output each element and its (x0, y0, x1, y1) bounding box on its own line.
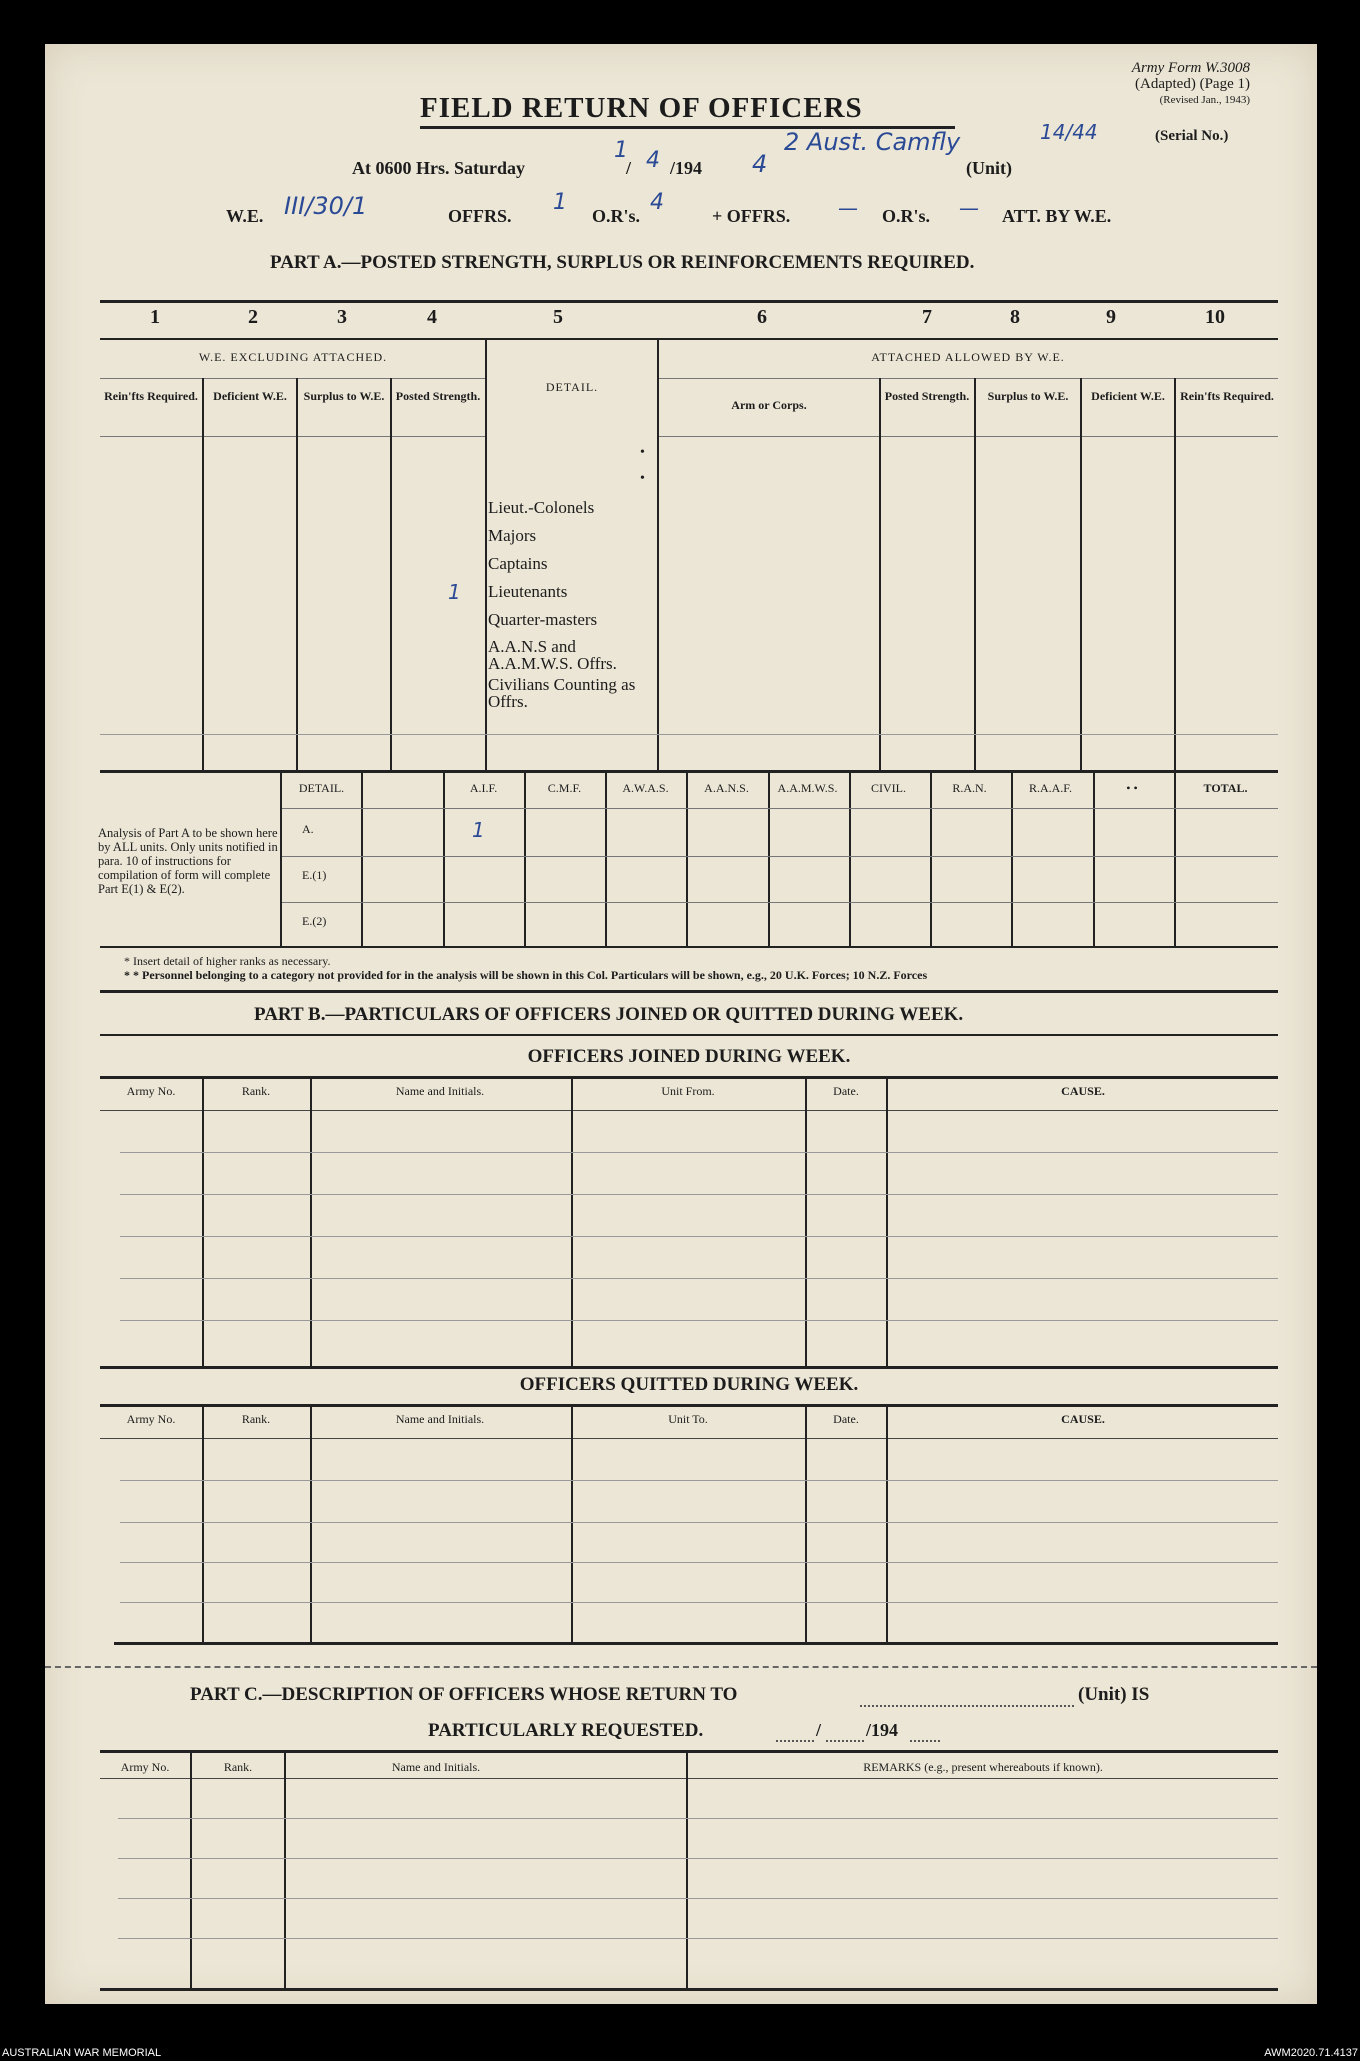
ors-label: O.R's. (592, 206, 641, 226)
col-divider (190, 1752, 192, 1988)
date-field[interactable]: 1 / 4 /194 (614, 138, 703, 178)
rule (100, 946, 1278, 948)
col-divider (202, 1406, 204, 1642)
col-divider (361, 772, 363, 946)
time-day-label: At 0600 Hrs. Saturday (352, 158, 526, 178)
unit-value: 2 Aust. Camfly (784, 128, 961, 156)
analysis-row-e2: E.(2) (302, 914, 327, 928)
rule (658, 436, 1278, 437)
col-number: 8 (1010, 306, 1020, 328)
rule (100, 1110, 1278, 1111)
col-divider (310, 1406, 312, 1642)
rule (282, 808, 1278, 809)
unit-label: (Unit) (966, 158, 1012, 178)
col-number: 6 (757, 306, 767, 328)
rule (100, 1366, 1278, 1369)
col-divider (390, 378, 392, 770)
col-divider (686, 1752, 688, 1988)
footnote-1: * Insert detail of higher ranks as necessary. (124, 954, 331, 968)
col-divider (805, 1406, 807, 1642)
we-field[interactable] (284, 192, 424, 224)
analysis-col-aif: A.I.F. (469, 781, 498, 795)
row-rule (120, 1278, 1278, 1279)
form-reference (1050, 60, 1250, 108)
analysis-col-civil: CIVIL. (871, 781, 906, 795)
rank-captains: Captains (488, 554, 548, 573)
analysis-row-e1: E.(1) (302, 868, 327, 882)
rule (658, 378, 1278, 379)
group-right-header: ATTACHED ALLOWED BY W.E. (871, 350, 1065, 364)
joined-col-date: Date. (833, 1084, 859, 1098)
serial-label: (Serial No.) (1155, 128, 1229, 144)
col-header-surplus-att: Surplus to W.E. (987, 389, 1069, 403)
col-divider (879, 378, 881, 770)
row-rule (120, 1480, 1278, 1481)
quitted-col-unit: Unit To. (668, 1412, 708, 1426)
col-divider (1174, 378, 1176, 770)
col-header-posted: Posted Strength. (395, 389, 481, 403)
col-divider (443, 772, 445, 946)
analysis-row-a: A. (302, 822, 314, 836)
col-divider (805, 1078, 807, 1366)
part-c-col-rank: Rank. (223, 1760, 253, 1774)
serial-value: 14/44 (1040, 120, 1098, 144)
quitted-title: OFFICERS QUITTED DURING WEEK. (519, 1374, 859, 1395)
row-rule (118, 1898, 1278, 1899)
perforation-line (45, 1666, 1317, 1668)
col-divider (974, 378, 976, 770)
col-header-reinfts: Rein'fts Required. (104, 389, 198, 403)
ors-field[interactable] (650, 190, 710, 222)
form-ref-line3: (Revised Jan., 1943) (1159, 94, 1250, 106)
analysis-col-raaf: R.A.A.F. (1028, 781, 1073, 795)
rank-list (488, 498, 656, 710)
date-day: 1 (614, 138, 628, 163)
col-number: 9 (1106, 306, 1116, 328)
rule (282, 902, 1278, 903)
date-year-prefix: /194 (670, 158, 703, 178)
rule (114, 1642, 1278, 1645)
footnote-2: * * Personnel belonging to a category not provided for in the analysis will be shown in this Col. Particulars will be shown, e.g., 20 U.K. Forces; 10 N.Z. Forces (124, 968, 928, 982)
detail-header: DETAIL. (545, 380, 599, 394)
group-left-header: W.E. EXCLUDING ATTACHED. (198, 350, 388, 364)
col-header-surplus: Surplus to W.E. (303, 389, 385, 403)
part-c-col-army-no: Army No. (120, 1760, 170, 1774)
rank-aans-aamws: A.A.N.S and A.A.M.W.S. Offrs. (488, 637, 617, 673)
unit-field[interactable] (784, 128, 964, 168)
rule (100, 1034, 1278, 1036)
row-rule (120, 1194, 1278, 1195)
col-divider (284, 1752, 286, 1988)
rule (100, 1988, 1278, 1991)
rule (100, 1076, 1278, 1079)
col-number: 5 (553, 306, 563, 328)
col-divider (202, 1078, 204, 1366)
footnotes (124, 954, 927, 982)
joined-col-cause: CAUSE. (1061, 1084, 1105, 1098)
col-divider (1080, 378, 1082, 770)
analysis-col-ran: R.A.N. (952, 781, 987, 795)
col-divider (768, 772, 770, 946)
part-c-col-remarks: REMARKS (e.g., present whereabouts if known). (863, 1760, 1103, 1774)
rule (100, 1778, 1278, 1779)
rule (100, 378, 486, 379)
col-header-deficient-att: Deficient W.E. (1091, 389, 1165, 403)
asterisk-marks: • • (640, 445, 645, 486)
col-divider (202, 378, 204, 770)
rank-lieut-colonels: Lieut.-Colonels (488, 498, 595, 517)
offrs-value: 1 (553, 190, 567, 215)
analysis-col-other: • • (1126, 781, 1138, 795)
rank-civilians: Civilians Counting as Offrs. (488, 675, 636, 711)
rule (100, 1750, 1278, 1753)
col-number: 10 (1205, 306, 1225, 328)
footer-accession: AWM2020.71.4137 (1264, 2047, 1358, 2059)
part-a-title: PART A.—POSTED STRENGTH, SURPLUS OR REINFORCEMENTS REQUIRED. (270, 252, 975, 273)
rule (100, 1438, 1278, 1439)
col-header-reinfts-att: Rein'fts Required. (1180, 389, 1274, 403)
analysis-col-detail: DETAIL. (298, 781, 345, 795)
rule (100, 990, 1278, 993)
att-label: ATT. BY W.E. (1002, 206, 1112, 226)
analysis-col-aamws: A.A.M.W.S. (777, 781, 838, 795)
plus-offrs-value: — (838, 196, 858, 220)
row-rule (120, 1320, 1278, 1321)
row-rule (120, 1522, 1278, 1523)
col-divider (310, 1078, 312, 1366)
form-ref-line2: (Adapted) (Page 1) (1135, 76, 1250, 92)
analysis-note: Analysis of Part A to be shown here by ALL units. Only units notified in para. 10 of instructions for compilation of form will complete Part E(1) & E(2). (98, 826, 278, 896)
col-divider (886, 1078, 888, 1366)
date-month: 4 (646, 148, 660, 173)
rule (100, 734, 1278, 735)
col-number: 3 (337, 306, 347, 328)
joined-title: OFFICERS JOINED DURING WEEK. (527, 1046, 851, 1067)
col-divider (1011, 772, 1013, 946)
part-c-date-field[interactable]: / /194 (776, 1720, 966, 1746)
quitted-col-date: Date. (833, 1412, 859, 1426)
col-divider (485, 340, 487, 770)
we-label: W.E. (226, 206, 264, 226)
rule (282, 856, 1278, 857)
ors-value: 4 (650, 190, 664, 215)
row-rule (120, 1236, 1278, 1237)
part-c-title-suffix: (Unit) IS (1078, 1684, 1150, 1705)
analysis-col-aans: A.A.N.S. (704, 781, 749, 795)
col-divider (1174, 772, 1176, 946)
col-divider (524, 772, 526, 946)
footer-credit: AUSTRALIAN WAR MEMORIAL (2, 2047, 162, 2059)
quitted-col-cause: CAUSE. (1061, 1412, 1105, 1426)
part-c-date-suffix: /194 (866, 1720, 899, 1740)
row-rule (120, 1152, 1278, 1153)
col-divider (1093, 772, 1095, 946)
col-header-posted-att: Posted Strength. (884, 389, 970, 403)
col-divider (886, 1406, 888, 1642)
col-divider (605, 772, 607, 946)
row-rule (120, 1602, 1278, 1603)
joined-col-name: Name and Initials. (395, 1084, 485, 1098)
quitted-col-name: Name and Initials. (395, 1412, 485, 1426)
serial-field[interactable] (1040, 120, 1130, 142)
date-year-digit: 4 (752, 150, 768, 178)
row-rule (118, 1818, 1278, 1819)
aif-row-a-cell[interactable]: 1 (472, 818, 485, 842)
joined-col-unit: Unit From. (661, 1084, 715, 1098)
row-rule (120, 1562, 1278, 1563)
part-c-unit-field[interactable] (860, 1704, 1074, 1707)
we-value: III/30/1 (284, 192, 368, 220)
col-divider (280, 772, 282, 946)
col-header-arm-corps: Arm or Corps. (731, 398, 807, 412)
col-divider (686, 772, 688, 946)
quitted-col-rank: Rank. (241, 1412, 271, 1426)
ors2-value: — (959, 196, 979, 220)
rank-quarter-masters: Quarter-masters (488, 610, 598, 629)
col-number: 4 (427, 306, 437, 328)
rule (100, 338, 1278, 340)
ors2-label: O.R's. (882, 206, 931, 226)
rank-lieutenants: Lieutenants (488, 582, 568, 601)
analysis-col-awas: A.W.A.S. (622, 781, 669, 795)
offrs-label: OFFRS. (448, 206, 512, 226)
part-c-title: PART C.—DESCRIPTION OF OFFICERS WHOSE RETURN TO (190, 1684, 738, 1705)
col-number: 7 (922, 306, 932, 328)
analysis-col-total: TOTAL. (1203, 781, 1248, 795)
part-a-bottom-rule (100, 770, 1278, 773)
col-divider (571, 1406, 573, 1642)
rule (100, 1404, 1278, 1407)
plus-offrs-label: + OFFRS. (712, 206, 791, 226)
joined-col-army-no: Army No. (126, 1084, 176, 1098)
col-number: 2 (248, 306, 258, 328)
form-title: FIELD RETURN OF OFFICERS (420, 92, 863, 124)
column-numbers (100, 306, 1278, 334)
rank-majors: Majors (488, 526, 537, 545)
ors2-field[interactable] (944, 196, 994, 224)
col-divider (930, 772, 932, 946)
quitted-col-army-no: Army No. (126, 1412, 176, 1426)
col-divider (571, 1078, 573, 1366)
form-ref-line1: Army Form W.3008 (1131, 60, 1250, 76)
analysis-col-cmf: C.M.F. (547, 781, 582, 795)
col-divider (296, 378, 298, 770)
col-divider (657, 340, 659, 770)
part-b-title: PART B.—PARTICULARS OF OFFICERS JOINED OR QUITTED DURING WEEK. (254, 1004, 964, 1025)
plus-offrs-field[interactable] (818, 196, 878, 224)
part-c-subtitle: PARTICULARLY REQUESTED. (428, 1720, 704, 1741)
offrs-field[interactable] (530, 190, 590, 222)
part-a-top-rule (100, 300, 1278, 303)
row-rule (118, 1858, 1278, 1859)
joined-col-rank: Rank. (241, 1084, 271, 1098)
col-number: 1 (150, 306, 160, 328)
row-rule (118, 1938, 1278, 1939)
col-divider (849, 772, 851, 946)
col-header-deficient: Deficient W.E. (213, 389, 287, 403)
part-c-col-name: Name and Initials. (391, 1760, 481, 1774)
posted-lieutenants-cell[interactable]: 1 (448, 580, 461, 604)
rule (100, 436, 486, 437)
